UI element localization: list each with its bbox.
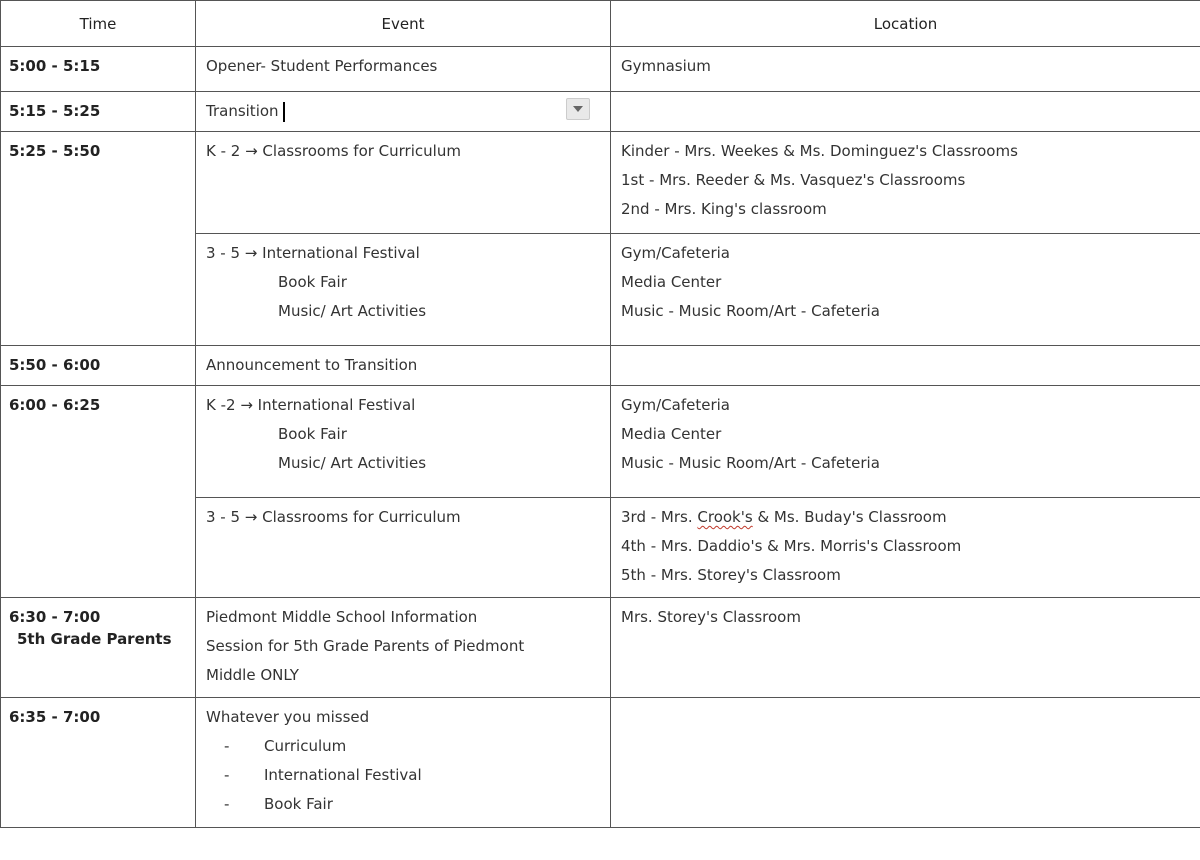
location-line: Music - Music Room/Art - Cafeteria <box>621 454 880 472</box>
bullet-item <box>206 790 610 819</box>
bullet-item <box>206 761 610 790</box>
event-cell[interactable] <box>196 598 611 698</box>
bullet-text: International Festival <box>264 766 422 784</box>
location-cell[interactable] <box>611 47 1200 92</box>
location-cell[interactable] <box>611 386 1200 498</box>
header-row <box>1 1 1200 47</box>
bullet-dash: - <box>224 795 230 813</box>
location-cell[interactable] <box>611 132 1200 234</box>
location-line: Music - Music Room/Art - Cafeteria <box>621 302 880 320</box>
time-cell[interactable] <box>1 598 196 698</box>
event-line: Book Fair <box>278 425 347 443</box>
table-row <box>1 132 1200 234</box>
table-row <box>1 598 1200 698</box>
location-text: Gymnasium <box>621 57 711 75</box>
event-text: Transition <box>206 102 279 120</box>
header-event[interactable]: Event <box>196 1 611 47</box>
bullet-dash: - <box>224 766 230 784</box>
event-cell[interactable] <box>196 346 611 386</box>
time-cell[interactable]: 5:15 - 5:25 <box>1 92 196 132</box>
bullet-text: Curriculum <box>264 737 347 755</box>
time-cell[interactable]: 5:50 - 6:00 <box>1 346 196 386</box>
table-row <box>1 346 1200 386</box>
event-line: Piedmont Middle School Information <box>206 608 478 626</box>
location-cell[interactable] <box>611 498 1200 598</box>
table-row <box>1 386 1200 498</box>
location-line: 3rd - Mrs. Crook's & Ms. Buday's Classroom <box>621 508 947 526</box>
time-cell[interactable]: 6:00 - 6:25 <box>1 386 196 598</box>
location-text: Mrs. Storey's Classroom <box>621 608 801 626</box>
location-cell[interactable] <box>611 698 1200 828</box>
time-subtext: 5th Grade Parents <box>17 630 172 648</box>
table-row <box>1 47 1200 92</box>
event-cell-active[interactable] <box>196 92 611 132</box>
event-line: Music/ Art Activities <box>278 302 427 320</box>
location-line: 5th - Mrs. Storey's Classroom <box>621 566 841 584</box>
event-text: 3 - 5 → Classrooms for Curriculum <box>206 508 461 526</box>
location-cell[interactable] <box>611 346 1200 386</box>
location-cell[interactable] <box>611 92 1200 132</box>
header-location[interactable]: Location <box>611 1 1200 47</box>
event-cell[interactable] <box>196 698 611 828</box>
location-cell[interactable] <box>611 598 1200 698</box>
event-line: Middle ONLY <box>206 666 299 684</box>
location-line: 4th - Mrs. Daddio's & Mrs. Morris's Classroom <box>621 537 962 555</box>
location-line: 1st - Mrs. Reeder & Ms. Vasquez's Classrooms <box>621 171 966 189</box>
event-line: Session for 5th Grade Parents of Piedmont <box>206 637 525 655</box>
event-line: Music/ Art Activities <box>278 454 427 472</box>
event-cell[interactable] <box>196 498 611 598</box>
event-line: Book Fair <box>278 273 347 291</box>
location-line: 2nd - Mrs. King's classroom <box>621 200 827 218</box>
location-line: Media Center <box>621 425 722 443</box>
time-text: 6:30 - 7:00 <box>9 608 101 626</box>
header-time[interactable]: Time <box>1 1 196 47</box>
time-cell[interactable]: 6:35 - 7:00 <box>1 698 196 828</box>
location-cell[interactable] <box>611 234 1200 346</box>
event-cell[interactable] <box>196 386 611 498</box>
event-line: K -2 → International Festival <box>206 396 416 414</box>
table-row <box>1 92 1200 132</box>
table-row <box>1 698 1200 828</box>
event-text: K - 2 → Classrooms for Curriculum <box>206 142 461 160</box>
bullet-text: Book Fair <box>264 795 333 813</box>
event-cell[interactable] <box>196 132 611 234</box>
location-line: Kinder - Mrs. Weekes & Ms. Dominguez's Classrooms <box>621 142 1018 160</box>
dropdown-arrow-icon[interactable] <box>566 98 590 120</box>
location-line: Gym/Cafeteria <box>621 244 730 262</box>
event-text: Announcement to Transition <box>206 356 418 374</box>
event-text: Opener- Student Performances <box>206 57 438 75</box>
bullet-item <box>206 732 610 761</box>
time-cell[interactable]: 5:00 - 5:15 <box>1 47 196 92</box>
location-line: Gym/Cafeteria <box>621 396 730 414</box>
event-line: 3 - 5 → International Festival <box>206 244 420 262</box>
text-cursor <box>283 102 285 122</box>
event-cell[interactable] <box>196 234 611 346</box>
event-text: Whatever you missed <box>206 708 370 726</box>
location-line: Media Center <box>621 273 722 291</box>
event-cell[interactable] <box>196 47 611 92</box>
bullet-dash: - <box>224 737 230 755</box>
time-cell[interactable]: 5:25 - 5:50 <box>1 132 196 346</box>
spellcheck-word[interactable]: Crook's <box>697 508 753 526</box>
